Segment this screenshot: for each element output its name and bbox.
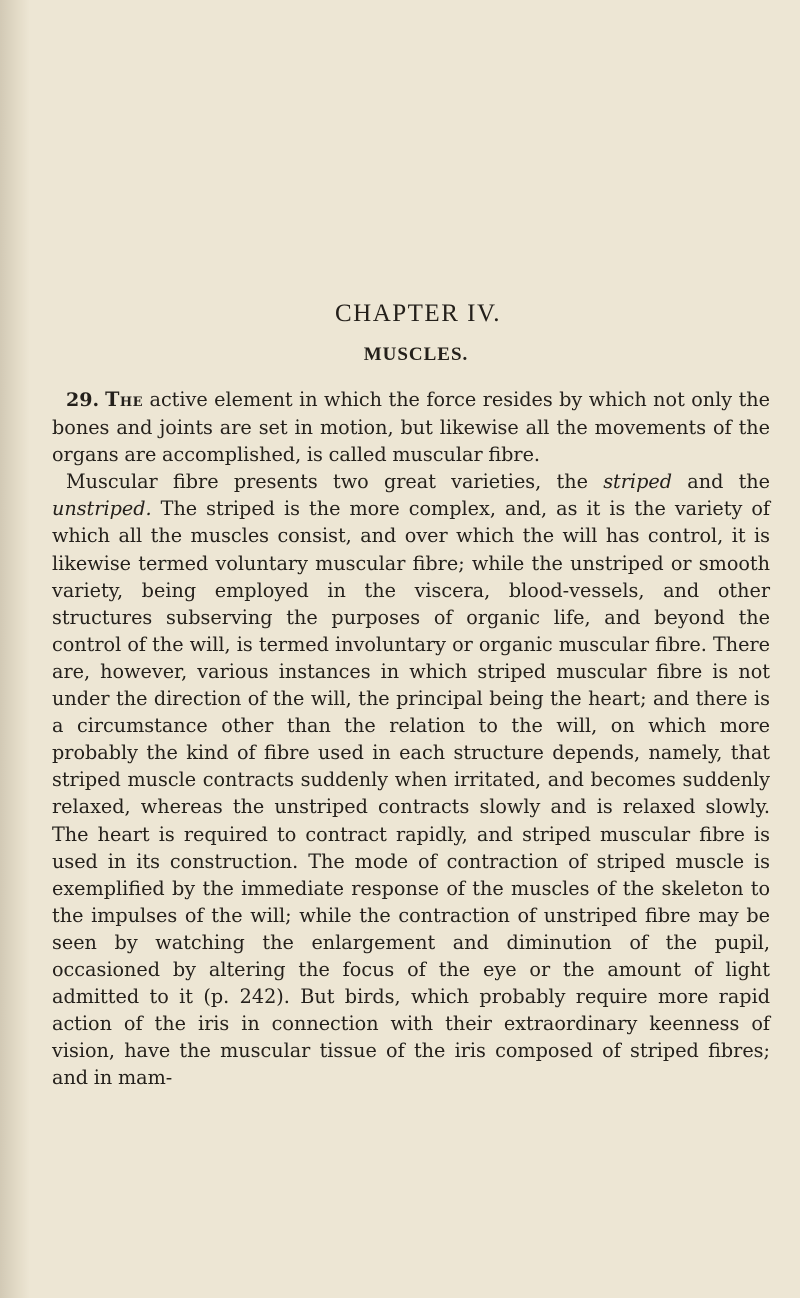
term-unstriped: unstriped. <box>52 497 152 521</box>
page-binding-shadow <box>0 0 30 1298</box>
paragraph-2-text-c: The striped is the more complex, and, as it is the variety of which all the muscles consist, and over which the will has control, it is likewise termed voluntary muscular fibre; while the unstriped or smooth variety, being employed in the viscera, blood-vessels, and other structures subserving the purposes of organic life, and beyond the control of the will, is termed involuntary or organic muscular fibre. There are, however, various instances in which striped muscular fibre is not under the direction of the will, the principal being the heart; and there is a circumstance other than the relation to the will, on which more probably the kind of fibre used in each structure depends, namely, that striped muscle contracts suddenly when irritated, and becomes suddenly relaxed, whereas the unstriped contracts slowly and is relaxed slowly. The heart is required to contract rapidly, and striped muscular fibre is used in its construction. The mode of contraction of striped muscle is exemplified by the immediate response of the muscles of the skeleton to the impulses of the will; while the contraction of unstriped fibre may be seen by watching the enlargement and diminution of the pupil, occasioned by altering the focus of the eye or the amount of light admitted to it (p. 242). But birds, which probably require more rapid action of the iris in connection with their extraordinary keenness of vision, have the muscular tissue of the iris composed of striped fibres; and in mam- <box>52 497 770 1090</box>
paragraph-29 <box>52 386 770 468</box>
paragraph-2-text-b: and the <box>687 470 771 494</box>
term-striped: striped <box>603 470 672 494</box>
paragraph-2-text-a: Muscular fibre presents two great varieties, the <box>66 470 588 494</box>
paragraph-number: 29. <box>66 389 100 411</box>
chapter-heading: CHAPTER IV. <box>334 300 502 327</box>
book-page <box>52 300 770 1091</box>
paragraph-muscular-fibre <box>52 468 770 1091</box>
chapter-title: MUSCLES. <box>363 344 469 365</box>
paragraph-29-text: active element in which the force resides by which not only the bones and joints are set in motion, but likewise all the movements of the organs are accomplished, is called muscular fibre. <box>52 388 770 467</box>
paragraph-lead-word: The <box>105 388 144 411</box>
